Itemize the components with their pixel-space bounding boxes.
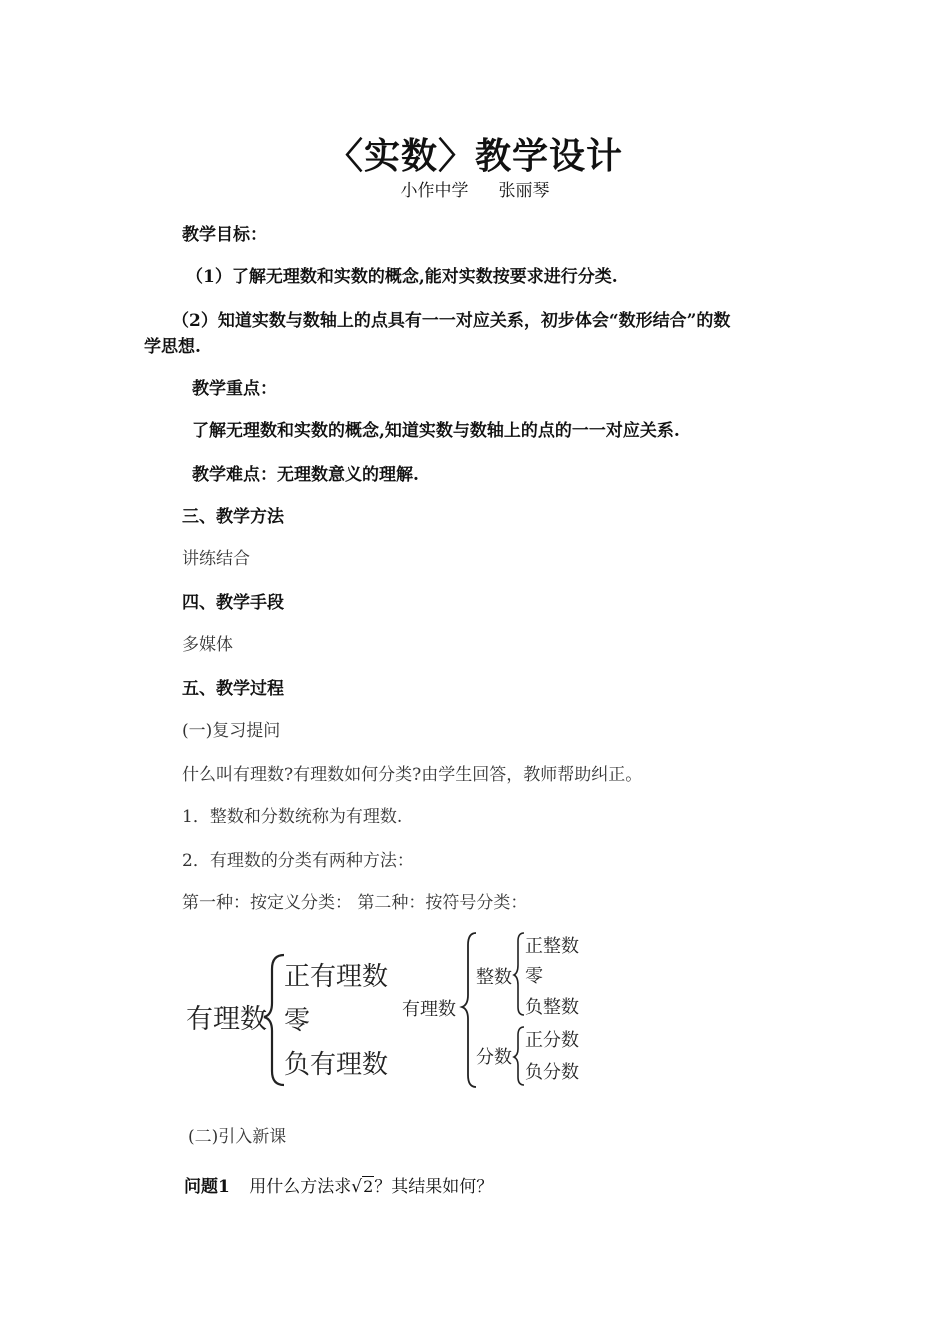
method-text: 讲练结合 (182, 549, 250, 569)
problem-1 (184, 1172, 493, 1197)
key-points-text: 了解无理数和实数的概念,知道实数与数轴上的点的一一对应关系. (192, 421, 680, 441)
diagram2-integer-brace (514, 933, 524, 1015)
review-point-1: 1．整数和分数统称为有理数. (182, 807, 403, 827)
objective-item-2-line2: 学思想. (144, 337, 201, 357)
review-question: 什么叫有理数?有理数如何分类?由学生回答，教师帮助纠正。 (182, 765, 643, 785)
diagram2-integer-child-0: 正整数 (525, 936, 579, 957)
diagram2-brace (462, 933, 476, 1087)
diagram2-integer-child-2: 负整数 (525, 997, 579, 1018)
diagram2-fraction-label: 分数 (476, 1047, 512, 1068)
problem-1-text-after: ？其结果如何？ (374, 1177, 494, 1197)
page-title: 〈实数〉教学设计 (326, 136, 623, 177)
sqrt-radicand: 2 (363, 1177, 374, 1196)
means-text: 多媒体 (182, 635, 233, 655)
diagram2-integer-child-1: 零 (525, 966, 543, 987)
review-point-2: 2．有理数的分类有两种方法： (182, 851, 414, 871)
diagram2-root: 有理数 (402, 999, 456, 1020)
author-line (0, 176, 950, 201)
problem-1-label: 问题1 (184, 1177, 230, 1197)
process-heading: 五、教学过程 (182, 679, 284, 699)
diagram1-child-2: 负有理数 (284, 1050, 389, 1080)
classification-diagram (180, 925, 600, 1095)
objectives-heading: 教学目标： (182, 225, 267, 245)
classify-line: 第一种：按定义分类： 第二种：按符号分类： (182, 893, 528, 913)
means-heading: 四、教学手段 (182, 593, 284, 613)
diagram2-fraction-child-0: 正分数 (525, 1030, 579, 1051)
diagram1-brace (264, 955, 284, 1085)
diagram2-fraction-child-1: 负分数 (525, 1062, 579, 1083)
diagram1-child-0: 正有理数 (284, 962, 389, 992)
review-heading: (一)复习提问 (182, 721, 281, 741)
objective-item-2-line1: （2）知道实数与数轴上的点具有一一对应关系，初步体会“数形结合”的数 (172, 311, 731, 331)
author-school: 小作中学 (400, 181, 469, 201)
objective-item-1: （1）了解无理数和实数的概念,能对实数按要求进行分类. (186, 267, 618, 287)
diagram2-integer-label: 整数 (476, 967, 512, 988)
diagram1-root: 有理数 (186, 1004, 267, 1035)
method-heading: 三、教学方法 (182, 507, 284, 527)
difficulty-text: 教学难点：无理数意义的理解. (192, 465, 419, 485)
key-points-heading: 教学重点： (192, 379, 277, 399)
diagram2-fraction-brace (514, 1027, 524, 1085)
author-name: 张丽琴 (498, 181, 550, 201)
problem-1-text-before: 用什么方法求 (249, 1177, 352, 1197)
new-lesson-heading: (二)引入新课 (188, 1127, 287, 1147)
sqrt-symbol: √2 (351, 1177, 374, 1197)
diagram1-child-1: 零 (284, 1006, 311, 1036)
